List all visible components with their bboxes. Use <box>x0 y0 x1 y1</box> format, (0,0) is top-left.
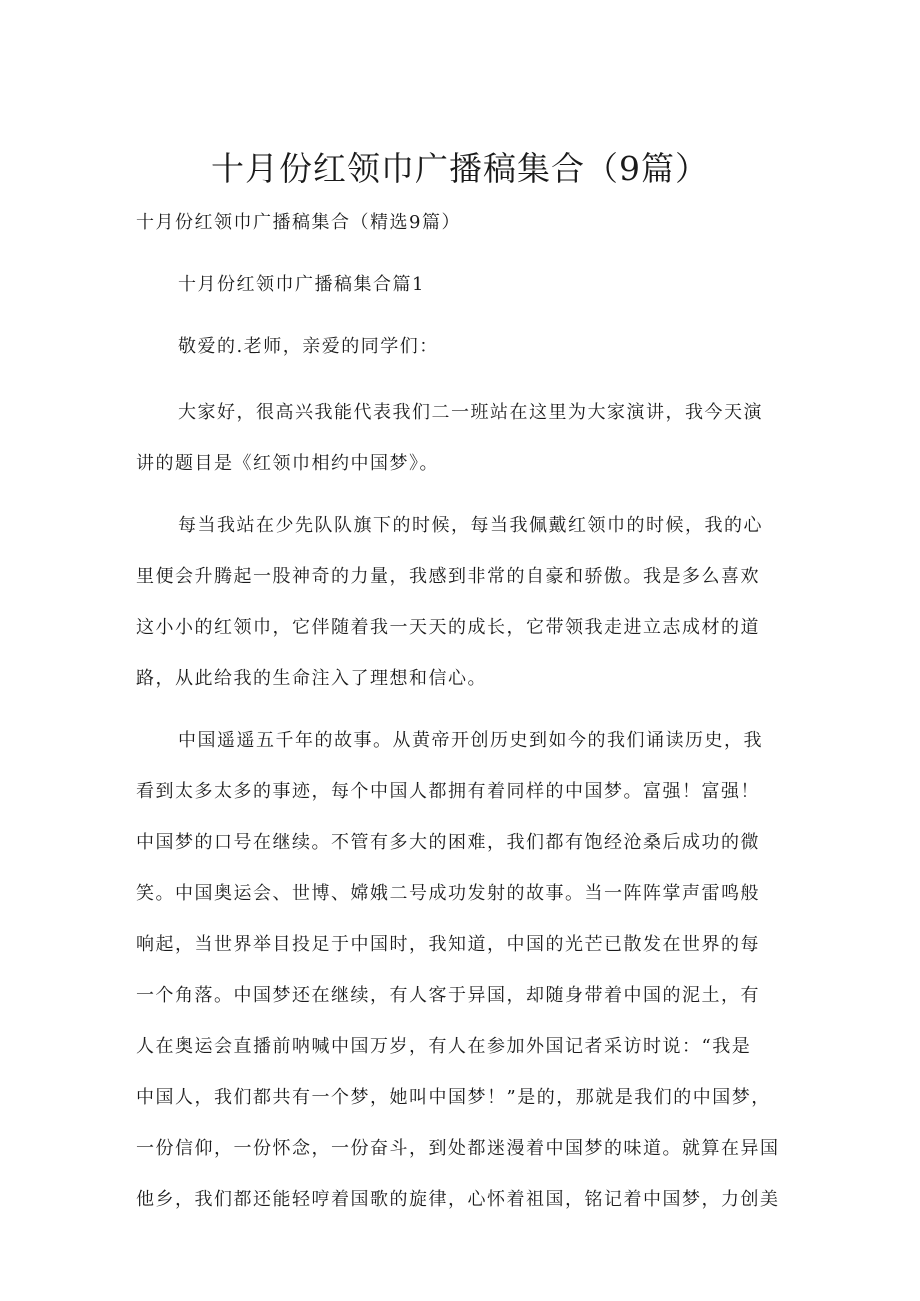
text-line: 笑。中国奥运会、世博、嫦娥二号成功发射的故事。当一阵阵掌声雷鸣般 <box>136 883 760 904</box>
text-line: 这小小的红领巾，它伴随着我一天天的成长，它带领我走进立志成材的道 <box>136 617 760 638</box>
text-line: 路，从此给我的生命注入了理想和信心。 <box>136 668 487 689</box>
text-line: 每当我站在少先队队旗下的时候，每当我佩戴红领巾的时候，我的心 <box>178 515 763 536</box>
salutation: 敬爱的.老师，亲爱的同学们： <box>178 336 439 357</box>
text-line: 里便会升腾起一股神奇的力量，我感到非常的自豪和骄傲。我是多么喜欢 <box>136 566 760 587</box>
document-subtitle: 十月份红领巾广播稿集合（精选9篇） <box>136 212 461 233</box>
text-line: 看到太多太多的事迹，每个中国人都拥有着同样的中国梦。富强！富强！ <box>136 781 760 802</box>
text-line: 一个角落。中国梦还在继续，有人客于异国，却随身带着中国的泥土，有 <box>136 985 760 1006</box>
document-title: 十月份红领巾广播稿集合（9篇） <box>211 149 709 188</box>
paragraph-2 <box>136 500 784 704</box>
text-line: 一份信仰，一份怀念，一份奋斗，到处都迷漫着中国梦的味道。就算在异国 <box>136 1138 780 1159</box>
text-line: 响起，当世界举目投足于中国时，我知道，中国的光芒已散发在世界的每 <box>136 934 760 955</box>
section-heading: 十月份红领巾广播稿集合篇1 <box>178 274 425 295</box>
text-line: 中国遥遥五千年的故事。从黄帝开创历史到如今的我们诵读历史，我 <box>178 730 763 751</box>
text-line: 中国梦的口号在继续。不管有多大的困难，我们都有饱经沧桑后成功的微 <box>136 832 760 853</box>
text-line: 讲的题目是《红领巾相约中国梦》。 <box>136 453 439 474</box>
paragraph-3 <box>136 715 784 1225</box>
paragraph-1 <box>136 387 784 489</box>
text-line: 人在奥运会直播前呐喊中国万岁，有人在参加外国记者采访时说：“我是 <box>136 1036 752 1057</box>
text-line: 他乡，我们都还能轻哼着国歌的旋律，心怀着祖国，铭记着中国梦，力创美 <box>136 1189 780 1210</box>
text-line: 中国人，我们都共有一个梦，她叫中国梦！”是的，那就是我们的中国梦， <box>136 1087 771 1108</box>
text-line: 大家好，很高兴我能代表我们二一班站在这里为大家演讲，我今天演 <box>178 402 763 423</box>
